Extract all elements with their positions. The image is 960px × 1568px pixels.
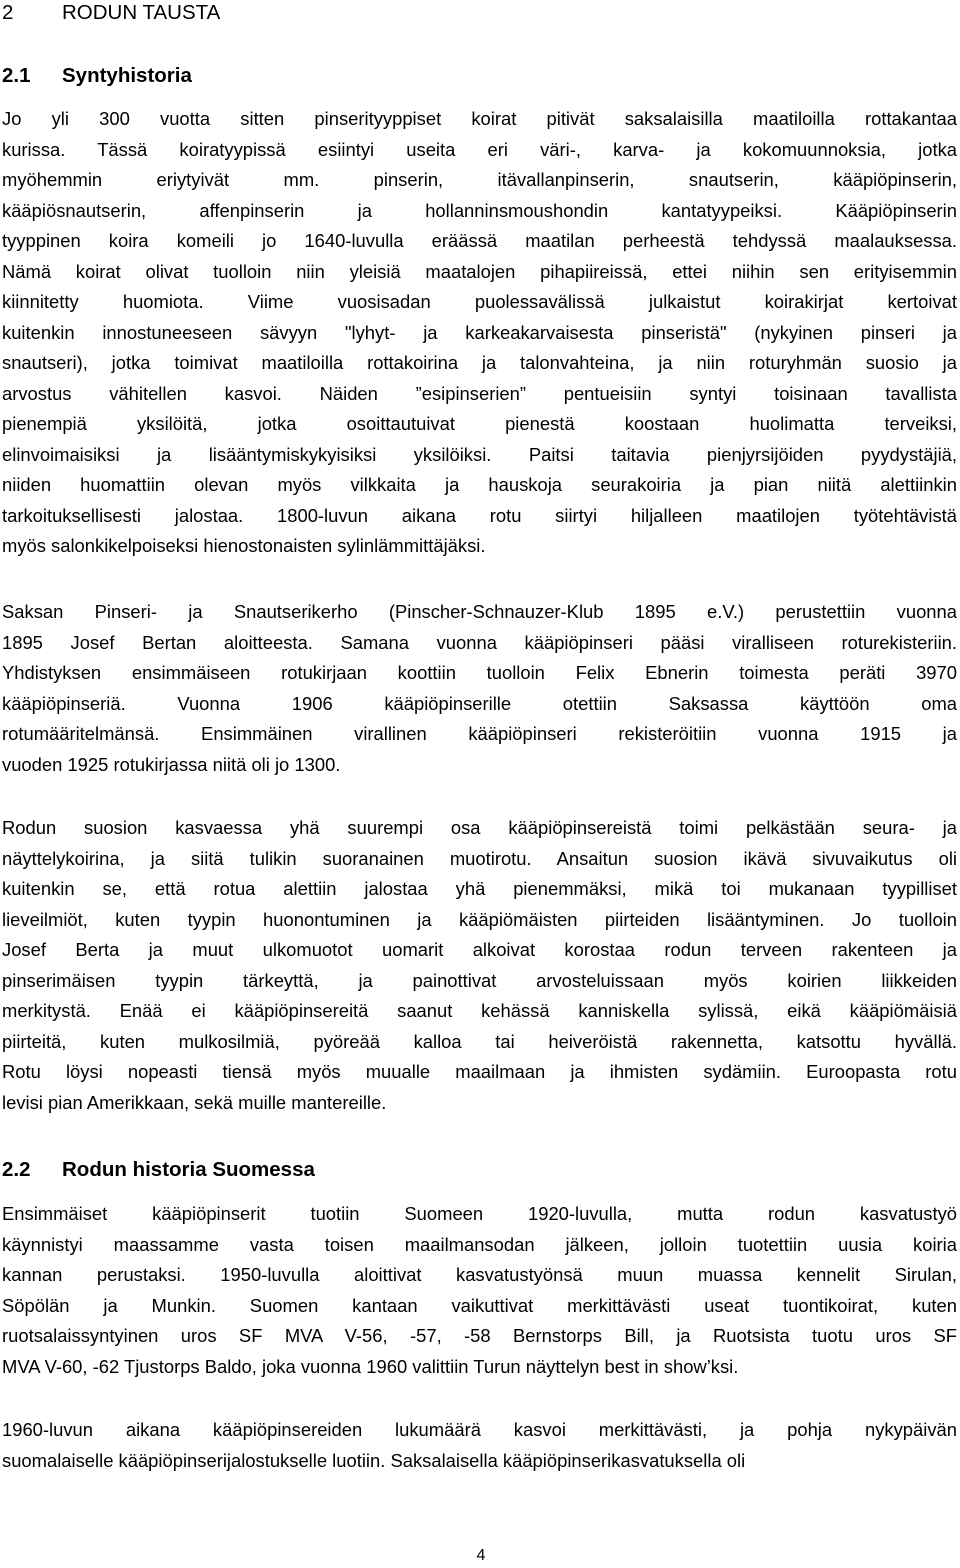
text-line: kuitenkin innostuneeseen sävyyn "lyhyt- ja karkeakarvaisesta pinseristä" (nykyinen pinseri ja (2, 321, 957, 343)
chapter-title: RODUN TAUSTA (62, 1, 221, 24)
section-title: Syntyhistoria (62, 64, 192, 87)
text-line: Josef Berta ja muut ulkomuotot uomarit alkoivat korostaa rodun terveen rakenteen ja (2, 939, 957, 960)
section-number: 2.2 (2, 1158, 31, 1181)
paragraph (2, 104, 957, 562)
section-number: 2.1 (2, 64, 31, 87)
text-line: levisi pian Amerikkaan, sekä muille mantereille. (2, 1091, 387, 1113)
text-line: ruotsalaissyntyinen uros SF MVA V-56, -57, -58 Bernstorps Bill, ja Ruotsista tuotu uros SF (2, 1325, 957, 1346)
text-line: Rodun suosion kasvaessa yhä suurempi osa kääpiöpinsereistä toimi pelkästään seura- ja (2, 817, 957, 838)
text-line: Jo yli 300 vuotta sitten pinserityyppiset koirat pitivät saksalaisilla maatiloilla rottakantaa (2, 108, 957, 129)
text-line: Saksan Pinseri- ja Snautserikerho (Pinscher-Schnauzer-Klub 1895 e.V.) perustettiin vuonna (2, 601, 957, 622)
text-line: Nämä koirat olivat tuolloin niin yleisiä maatalojen pihapiireissä, ettei niihin sen erityisemmin (2, 260, 957, 282)
text-line: myöhemmin eriytyivät mm. pinserin, itävallanpinserin, snautserin, kääpiöpinserin, (2, 169, 957, 190)
text-line: tyyppinen koira komeili jo 1640-luvulla eräässä maatilan perheestä tehdyssä maalauksessa. (2, 230, 957, 251)
paragraph (2, 597, 957, 780)
text-line: merkitystä. Enää ei kääpiöpinsereitä saanut kehässä kanniskella sylissä, eikä kääpiömäisiä (2, 1000, 957, 1021)
text-line: Rotu löysi nopeasti tiensä myös muualle maailmaan ja ihmisten sydämiin. Euroopasta rotu (2, 1061, 957, 1082)
section-title: Rodun historia Suomessa (62, 1158, 315, 1181)
text-line: pinserimäisen tyypin tärkeyttä, ja painottivat arvosteluissaan myös koirien liikkeiden (2, 969, 957, 991)
text-line: Yhdistyksen ensimmäiseen rotukirjaan koottiin tuolloin Felix Ebnerin toimesta peräti 3970 (2, 662, 957, 683)
text-line: kiinnitetty huomiota. Viime vuosisadan puolessavälissä julkaistut koirakirjat kertoivat (2, 291, 957, 312)
text-line: kääpiösnautserin, affenpinserin ja hollanninsmoushondin kantatyypeiksi. Kääpiöpinserin (2, 199, 957, 221)
section-heading-rodun-historia-suomessa (2, 1156, 315, 1184)
text-line: tarkoituksellisesti jalostaa. 1800-luvun aikana rotu siirtyi hiljalleen maatilojen työtehtävistä (2, 504, 957, 526)
text-line: piirteitä, kuten mulkosilmiä, pyöreää kalloa tai heiveröistä rakennetta, katsottu hyvällä. (2, 1030, 957, 1052)
paragraph (2, 813, 957, 1118)
text-line: kannan perustaksi. 1950-luvulla aloittivat kasvatustyönsä muun muassa kennelit Sirulan, (2, 1264, 957, 1285)
text-line: Söpölän ja Munkin. Suomen kantaan vaikuttivat merkittävästi useat tuontikoirat, kuten (2, 1294, 957, 1316)
text-line: käynnistyi maassamme vasta toisen maailmansodan jälkeen, jolloin tuotettiin uusia koiria (2, 1233, 957, 1255)
text-line: 1960-luvun aikana kääpiöpinsereiden lukumäärä kasvoi merkittävästi, ja pohja nykypäivän (2, 1419, 957, 1440)
text-line: kurissa. Tässä koiratyypissä esiintyi useita eri väri-, karva- ja kokomuunnoksia, jotka (2, 138, 957, 160)
section-heading-syntyhistoria (2, 62, 192, 90)
text-line: pienempiä yksilöitä, jotka osoittautuivat pienestä koostaan huolimatta terveiksi, (2, 413, 957, 434)
page-number: 4 (476, 1547, 486, 1564)
text-line: näyttelykoirina, ja siitä tulikin suoranainen muotirotu. Ansaitun suosion ikävä sivuvaikutus oli (2, 847, 957, 869)
text-line: elinvoimaisiksi ja lisääntymiskykyisiksi yksilöiksi. Paitsi taitavia pienjyrsijöiden pyydystäjiä, (2, 443, 957, 465)
text-line: 1895 Josef Bertan aloitteesta. Samana vuonna kääpiöpinseri pääsi viralliseen roturekisteriin. (2, 631, 957, 653)
text-line: myös salonkikelpoiseksi hienostonaisten sylinlämmittäjäksi. (2, 535, 486, 556)
text-line: vuoden 1925 rotukirjassa niitä oli jo 1300. (2, 753, 341, 775)
text-line: MVA V-60, -62 Tjustorps Baldo, joka vuonna 1960 valittiin Turun näyttelyn best in show’ksi. (2, 1355, 739, 1377)
chapter-number: 2 (2, 1, 14, 24)
text-line: suomalaiselle kääpiöpinserijalostukselle luotiin. Saksalaisella kääpiöpinserikasvatuksella oli (2, 1449, 746, 1471)
text-line: lieveilmiöt, kuten tyypin huonontuminen ja kääpiömäisten piirteiden lisääntyminen. Jo tuolloin (2, 908, 957, 930)
paragraph (2, 1199, 957, 1382)
text-line: Ensimmäiset kääpiöpinserit tuotiin Suomeen 1920-luvulla, mutta rodun kasvatustyö (2, 1203, 957, 1224)
text-line: kääpiöpinseriä. Vuonna 1906 kääpiöpinserille otettiin Saksassa käyttöön oma (2, 692, 957, 714)
text-line: snautseri), jotka toimivat maatiloilla rottakoirina ja talonvahteina, ja niin roturyhmän suosio ja (2, 352, 957, 373)
text-line: kuitenkin se, että rotua alettiin jalostaa yhä pienemmäksi, mikä toi mukanaan tyypilliset (2, 878, 957, 899)
chapter-heading (2, 0, 220, 27)
text-line: niiden huomattiin olevan myös vilkkaita ja hauskoja seurakoiria ja pian niitä alettiinkin (2, 474, 957, 495)
text-line: rotumääritelmänsä. Ensimmäinen virallinen kääpiöpinseri rekisteröitiin vuonna 1915 ja (2, 723, 957, 744)
paragraph (2, 1415, 957, 1476)
text-line: arvostus vähitellen kasvoi. Näiden ”esipinserien” pentueisiin syntyi toisinaan tavallista (2, 382, 957, 404)
